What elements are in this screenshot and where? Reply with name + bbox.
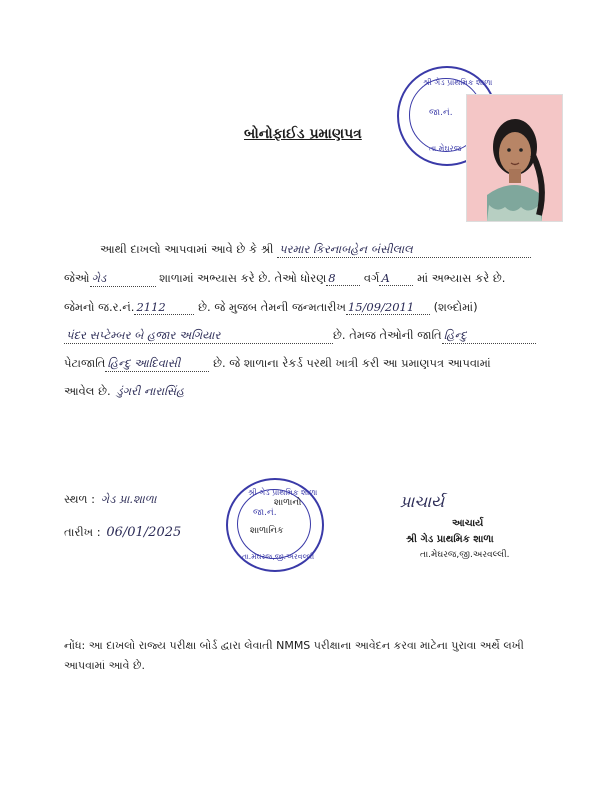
principal-title: આચાર્ય: [452, 518, 484, 529]
handwritten-note: ડુંગરી નારાસિંહ: [116, 384, 185, 398]
stamp-bottom-bottom-text: તા.મેઘરજ,જી.અરવલ્લી: [242, 552, 315, 561]
place-value: ગેડ પ્રા.શાળા: [100, 492, 157, 506]
subcaste-value: હિન્દુ આદિવાસી: [105, 356, 209, 372]
date-row: [64, 525, 228, 540]
body-line-1: [100, 242, 531, 258]
school-short-value: ગેડ: [90, 271, 156, 287]
standard-value: 8: [326, 271, 360, 286]
principal-address: તા.મેઘરજ,જી.અરવલ્લી.: [420, 550, 510, 560]
place-label: સ્થળ :: [64, 492, 96, 506]
birth-date-words-value: પંદર સપ્ટેમ્બર બે હજાર અગિયાર: [64, 328, 333, 344]
body-line-2: [64, 271, 505, 287]
stamp-bottom-mid1-text: જા.નં.: [253, 508, 277, 518]
division-value: A: [379, 271, 413, 286]
principal-school: શ્રી ગેડ પ્રાથમિક શાળા: [406, 534, 494, 545]
line4-mid: છે. તેમજ તેઓની જાતિ: [333, 328, 442, 342]
line2-mid: શાળામાં અભ્યાસ કરે છે. તેઓ ધોરણ: [159, 271, 327, 285]
principal-signature: પ્રાચાર્ય: [400, 492, 445, 511]
line5-suffix: છે. જે શાળાના રેકર્ડ પરથી ખાત્રી કરી આ પ્રમાણપત્ર આપવામાં: [213, 356, 491, 370]
line2-suffix: માં અભ્યાસ કરે છે.: [417, 271, 506, 285]
line3-mid: છે. જે મુજબ તેમની જન્મતારીખ: [198, 300, 346, 314]
line1-prefix: આથી દાખલો આપવામાં આવે છે કે શ્રી: [100, 242, 274, 256]
footer-note: નોંધ: આ દાખલો રાજ્ય પરીક્ષા બોર્ડ દ્વારા લેવાતી NMMS પરીક્ષાના આવેદન કરવા માટેના પુરાવા અર્થે લખી આપવામાં આવે છે.: [64, 639, 524, 672]
student-name-value: પરમાર કિરનાબહેન બંસીલાલ: [277, 242, 531, 258]
stamp-bottom-mid3-text: શાળાનિક: [250, 526, 284, 536]
student-portrait-image: [467, 95, 562, 221]
body-line-6: [64, 384, 228, 399]
gr-number-value: 2112: [134, 300, 194, 315]
stamp-bottom-text: તા.મેઘરજ: [429, 144, 462, 153]
caste-value: હિન્દુ: [442, 328, 536, 344]
stamp-bottom-top-text: શ્રી ગેડ પ્રાથમિક શાળા: [248, 488, 318, 497]
date-label: તારીખ :: [64, 525, 101, 539]
stamp-bottom-mid2-text: શાળાનો: [274, 498, 302, 508]
body-line-3: [64, 300, 478, 315]
line3-suffix: (શબ્દોમાં): [433, 300, 478, 314]
student-photo: [466, 94, 563, 222]
line5-prefix: પેટાજાતિ: [64, 356, 106, 370]
line3-prefix: જેમનો જ.ર.નં.: [64, 300, 135, 314]
class-label: વર્ગ: [363, 271, 380, 285]
school-stamp-bottom: [226, 478, 324, 572]
body-line-5: [64, 356, 491, 372]
certificate-title: બોનોફાઈડ પ્રમાણપત્ર: [244, 126, 362, 142]
line6-prefix: આવેલ છે.: [64, 384, 111, 398]
stamp-top-text: શ્રી ગેડ પ્રાથમિક શાળા: [423, 78, 493, 87]
birth-date-value: 15/09/2011: [346, 300, 430, 315]
line2-prefix: જેઓ: [64, 271, 90, 285]
date-value: 06/01/2025: [106, 525, 182, 540]
stamp-mid-text: જા.નં.: [429, 108, 453, 118]
body-line-4: [64, 328, 536, 344]
place-row: [64, 492, 213, 507]
